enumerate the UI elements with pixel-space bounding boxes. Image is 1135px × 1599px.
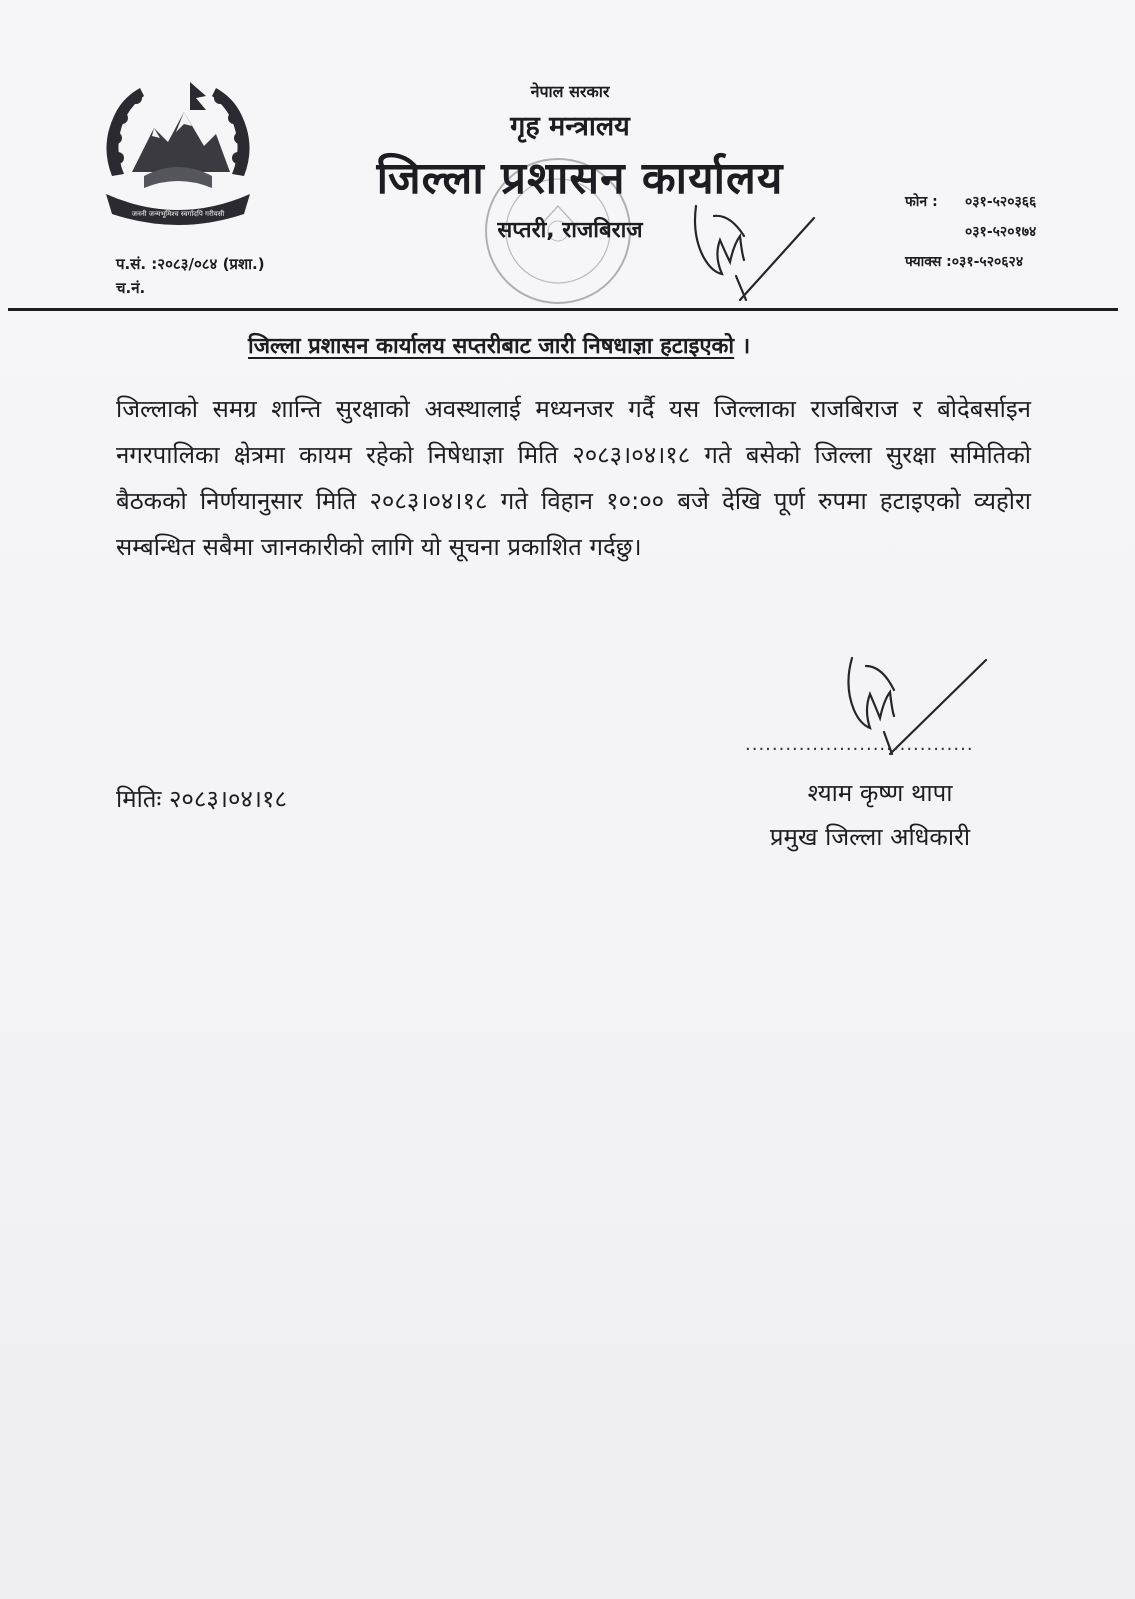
header-signature-icon	[690, 196, 820, 308]
fax-number: ०३१-५२०६२४	[951, 254, 1024, 270]
notice-subject-text: जिल्ला प्रशासन कार्यालय सप्तरीबाट जारी निषधाज्ञा हटाइएको	[248, 334, 735, 359]
fax-line	[905, 252, 1023, 271]
signatory-name: श्याम कृष्ण थापा	[807, 779, 953, 807]
header-divider	[8, 308, 1118, 311]
notice-subject-end: ।	[741, 334, 751, 359]
notice-body: जिल्लाको समग्र शान्ति सुरक्षाको अवस्थालाई मध्यनजर गर्दै यस जिल्लाका राजबिराज र बोदेबर्साइन नगरपालिका क्षेत्रमा कायम रहेको निषेधाज्ञा मिति २०८३।०४।१८ गते बसेको जिल्ला सुरक्षा समितिको बैठकको निर्णयानुसार मिति २०८३।०४।१८ गते विहान १०:०० बजे देखि पूर्ण रुपमा हटाइएको व्यहोरा सम्बन्धित सबैमा जानकारीको लागि यो सूचना प्रकाशित गर्दछु।	[116, 395, 1031, 561]
dispatch-number: च.नं.	[116, 279, 146, 297]
phone-line-2	[905, 222, 1036, 241]
office-location: सप्तरी, राजबिराज	[497, 218, 643, 243]
phone-label: फोन :	[905, 194, 938, 210]
signature-line: ..................................	[745, 734, 974, 755]
phone-number-1: ०३१-५२०३६६	[965, 194, 1037, 210]
notice-date: मितिः २०८३।०४।१८	[116, 785, 287, 813]
fax-label: फ्याक्स :	[905, 254, 952, 270]
notice-subject	[248, 330, 750, 360]
government-name: नेपाल सरकार	[530, 82, 610, 101]
reference-number: प.सं. :२०८३/०८४ (प्रशा.)	[116, 255, 265, 273]
emblem-motto: जननी जन्मभूमिश्च स्वर्गादपि गरीयसी	[131, 210, 225, 218]
signatory-title: प्रमुख जिल्ला अधिकारी	[769, 823, 971, 851]
phone-line-1	[905, 192, 1036, 211]
ministry-name: गृह मन्त्रालय	[510, 111, 630, 142]
office-name: जिल्ला प्रशासन कार्यालय	[376, 153, 784, 204]
nepal-emblem-icon	[92, 76, 264, 234]
phone-number-2: ०३१-५२०१७४	[965, 224, 1037, 240]
